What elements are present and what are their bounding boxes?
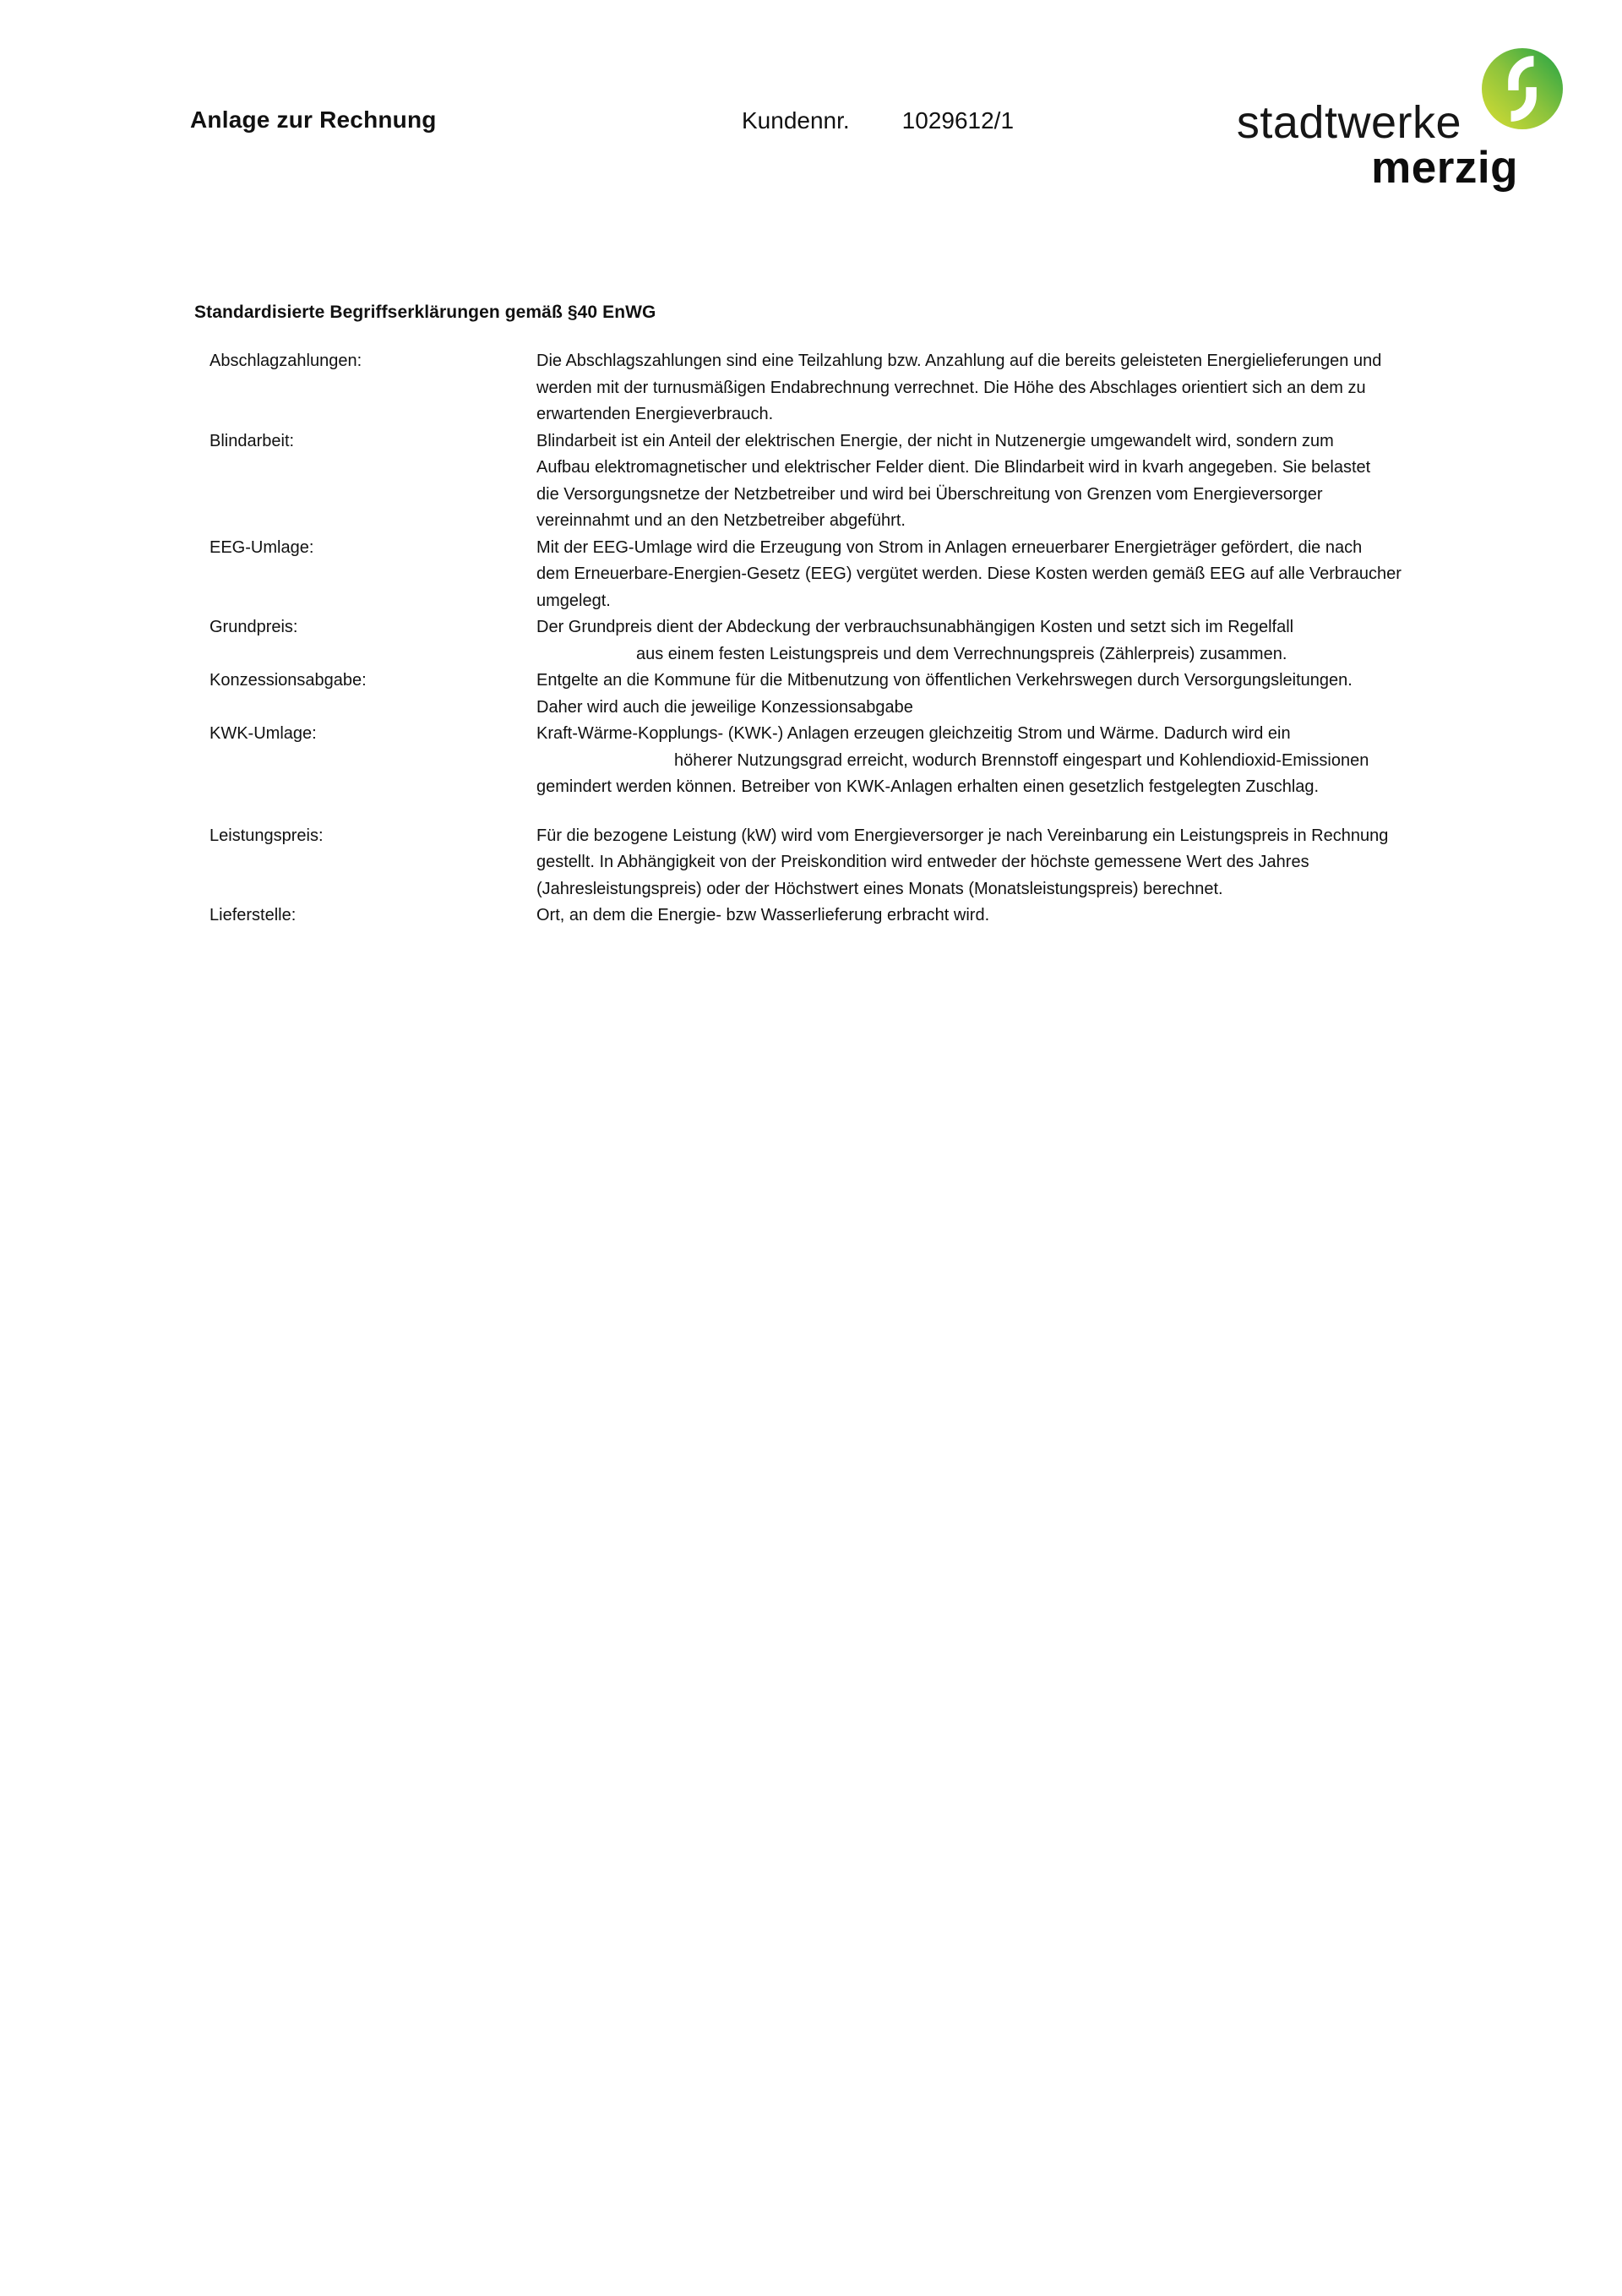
glossary-line: Mit der EEG-Umlage wird die Erzeugung von Strom in Anlagen erneuerbarer Energieträger gefördert, die nach (536, 537, 1363, 557)
glossary-definition (536, 823, 1402, 903)
glossary-term: Grundpreis: (210, 618, 298, 636)
glossary-line: Kraft-Wärme-Kopplungs- (KWK-) Anlagen erzeugen gleichzeitig Strom und Wärme. Dadurch wird ein (536, 724, 1291, 743)
glossary-entry (210, 823, 1402, 903)
glossary-entries (210, 348, 1402, 930)
glossary-line: Ort, an dem die Energie- bzw Wasserlieferung erbracht wird. (536, 906, 990, 924)
glossary-line: Blindarbeit ist ein Anteil der elektrischen Energie, der nicht in Nutzenergie umgewandelt wird, sondern zum (536, 431, 1334, 450)
glossary-term: Leistungspreis: (210, 826, 324, 845)
glossary-term: Blindarbeit: (210, 431, 295, 450)
glossary-line: (Jahresleistungspreis) oder der Höchstwert eines Monats (Monatsleistungspreis) berechnet. (536, 879, 1223, 898)
customer-number-label: Kundennr. (742, 107, 850, 134)
glossary-definition (536, 428, 1402, 535)
document-title: Anlage zur Rechnung (190, 106, 437, 133)
glossary-line: dem Erneuerbare-Energien-Gesetz (EEG) vergütet werden. Diese Kosten werden gemäß EEG auf alle Verbraucher (536, 564, 1402, 583)
s-curve-icon (1482, 48, 1563, 129)
glossary-entry (210, 428, 1402, 535)
glossary-line: Für die bezogene Leistung (kW) wird vom Energieversorger je nach Vereinbarung ein Leistungspreis in Rechnung (536, 826, 1389, 845)
customer-number-value: 1029612/1 (901, 107, 1015, 134)
glossary-line: werden mit der turnusmäßigen Endabrechnung verrechnet. Die Höhe des Abschlages orientiert sich an dem zu (536, 378, 1366, 397)
glossary-line: aus einem festen Leistungspreis und dem Verrechnungspreis (Zählerpreis) zusammen. (636, 644, 1287, 663)
glossary-line: erwartenden Energieverbrauch. (536, 405, 774, 423)
customer-number-row (742, 107, 1014, 134)
logo-wordmark-merzig: merzig (1371, 143, 1518, 193)
glossary-definition (536, 668, 1402, 721)
glossary-line: höherer Nutzungsgrad erreicht, wodurch Brennstoff eingespart und Kohlendioxid-Emissionen (674, 750, 1369, 770)
glossary-term: Abschlagzahlungen: (210, 352, 362, 370)
glossary-line: die Versorgungsnetze der Netzbetreiber und wird bei Überschreitung von Grenzen vom Energieversorger (536, 484, 1323, 504)
glossary-line: Entgelte an die Kommune für die Mitbenutzung von öffentlichen Verkehrswegen durch Versorgungsleitungen. (536, 671, 1353, 690)
glossary-line: Aufbau elektromagnetischer und elektrischer Felder dient. Die Blindarbeit wird in kvarh angegeben. Sie belastet (536, 458, 1371, 477)
glossary-definition (536, 348, 1402, 428)
glossary-term: KWK-Umlage: (210, 724, 317, 743)
glossary-line: umgelegt. (536, 591, 611, 610)
glossary-definition (536, 614, 1402, 668)
glossary-line: Der Grundpreis dient der Abdeckung der verbrauchsunabhängigen Kosten und setzt sich im Regelfall (536, 618, 1294, 636)
glossary-line: Die Abschlagszahlungen sind eine Teilzahlung bzw. Anzahlung auf die bereits geleisteten Energielieferungen und (536, 352, 1382, 370)
glossary-entry (210, 535, 1402, 615)
glossary-term: Lieferstelle: (210, 906, 297, 924)
glossary-definition (536, 721, 1402, 801)
glossary-entry (210, 348, 1402, 428)
glossary-entry (210, 668, 1402, 721)
glossary-definition (536, 903, 1402, 930)
glossary-line: vereinnahmt und an den Netzbetreiber abgeführt. (536, 511, 906, 530)
glossary-heading: Standardisierte Begriffserklärungen gemäß §40 EnWG (194, 303, 656, 322)
glossary-line: gestellt. In Abhängigkeit von der Preiskondition wird entweder der höchste gemessene Wert des Jahres (536, 853, 1309, 871)
glossary-line: gemindert werden können. Betreiber von KWK-Anlagen erhalten einen gesetzlich festgelegten Zuschlag. (536, 777, 1320, 796)
glossary-line: Daher wird auch die jeweilige Konzessionsabgabe (536, 697, 913, 717)
glossary-term: EEG-Umlage: (210, 537, 314, 557)
glossary-definition (536, 535, 1402, 615)
glossary-entry (210, 614, 1402, 668)
glossary-entry (210, 903, 1402, 930)
glossary-term: Konzessionsabgabe: (210, 671, 367, 690)
glossary-entry (210, 721, 1402, 801)
logo-wordmark-stadtwerke: stadtwerke (1236, 97, 1461, 148)
